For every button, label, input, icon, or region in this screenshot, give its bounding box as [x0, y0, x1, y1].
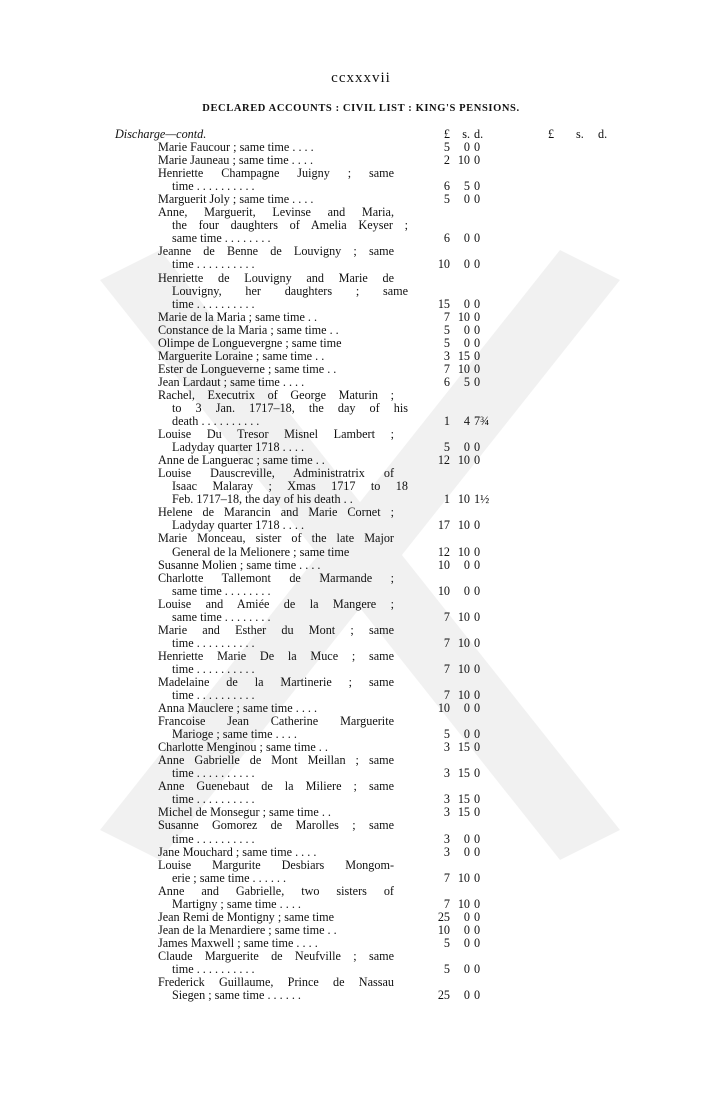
entry-line: [0, 402, 722, 415]
page-number: ccxxxvii: [331, 70, 391, 86]
amount-pence: 0: [474, 870, 481, 885]
amount-pounds: 3: [443, 766, 450, 781]
amount-pence: 1½: [474, 492, 490, 507]
amount-shillings: 0: [463, 962, 470, 976]
entry-name: Anna Mauclere ; same time . . . .: [158, 701, 318, 716]
entry-name: Jean Lardaut ; same time . . . .: [158, 374, 305, 389]
entry-line: [0, 780, 722, 793]
amount-pounds: 3: [443, 740, 450, 755]
entry-line: [0, 728, 722, 741]
amount-shillings: 5: [463, 374, 470, 389]
amount-pounds: 17: [437, 518, 450, 533]
entry-name: Olimpe de Longuevergne ; same time: [158, 335, 342, 350]
amount-shillings: 0: [463, 440, 470, 455]
entry-line: [0, 285, 722, 298]
entry-line: [0, 219, 722, 232]
amount-pence: 0: [474, 740, 481, 755]
amount-pounds: 10: [437, 922, 450, 937]
entry-name: Anne and Gabrielle, two sisters of: [158, 883, 394, 898]
entry-line: [0, 324, 722, 337]
amount-pence: 0: [474, 335, 481, 350]
entry-continuation: Feb. 1717–18, the day of his death . .: [172, 492, 353, 507]
entry-continuation: time . . . . . . . . . .: [172, 792, 255, 807]
amount-shillings: 0: [463, 988, 470, 1003]
entry-name: Henriette Marie De la Muce ; same: [158, 648, 394, 663]
amount-shillings: 5: [463, 179, 470, 194]
amount-shillings: 0: [463, 935, 470, 950]
amount-shillings: 10: [457, 518, 470, 533]
amount-pounds: 12: [437, 544, 450, 559]
entry-name: Ester de Longueverne ; same time . .: [158, 361, 337, 376]
entry-continuation: same time . . . . . . . .: [172, 231, 271, 246]
entry-line: [0, 480, 722, 493]
amount-shillings: 0: [463, 909, 470, 924]
amount-pence: 0: [474, 322, 481, 337]
amount-shillings: 0: [463, 727, 470, 742]
entry-name: Anne, Marguerit, Levinse and Maria,: [158, 205, 394, 220]
entry-rows: [0, 141, 722, 1002]
amount-pounds: 5: [443, 335, 450, 350]
amount-shillings: 10: [457, 688, 470, 703]
amount-shillings: 10: [457, 544, 470, 559]
amount-pence: 0: [474, 153, 481, 168]
amount-shillings: 15: [457, 348, 470, 363]
amount-pounds: 7: [443, 361, 450, 376]
amount-shillings: 10: [457, 492, 470, 507]
entry-line: [0, 859, 722, 872]
amount-pounds: 6: [443, 179, 450, 194]
amount-shillings: 15: [457, 740, 470, 755]
amount-pounds: 5: [443, 192, 450, 207]
entry-name: Marguerit Joly ; same time . . . .: [158, 192, 314, 207]
entry-continuation: to 3 Jan. 1717–18, the day of his: [172, 400, 408, 415]
entry-line: [0, 572, 722, 585]
entry-name: Henriette Champagne Juigny ; same: [158, 166, 394, 181]
amount-pence: 0: [474, 792, 481, 807]
amount-shillings: 10: [457, 361, 470, 376]
entry-line: [0, 663, 722, 676]
entry-line: [0, 141, 722, 154]
pence-total-header: d.: [598, 127, 608, 141]
entry-line: [0, 363, 722, 376]
amount-pounds: 3: [443, 844, 450, 859]
entry-line: [0, 532, 722, 545]
section-heading: DECLARED ACCOUNTS : CIVIL LIST : KING'S PENSIONS.: [202, 103, 520, 114]
amount-pounds: 3: [443, 348, 450, 363]
entry-continuation: Martigny ; same time . . . .: [172, 896, 301, 911]
entry-name: Louise and Amiée de la Mangere ;: [158, 596, 394, 611]
pounds-total-header: £: [548, 127, 555, 141]
amount-pounds: 2: [443, 153, 450, 168]
entry-name: Madelaine de la Martinerie ; same: [158, 674, 394, 689]
amount-pence: 0: [474, 296, 481, 311]
entry-name: Charlotte Menginou ; same time . .: [158, 740, 328, 755]
amount-pounds: 7: [443, 635, 450, 650]
entry-line: [0, 885, 722, 898]
amount-shillings: 10: [457, 309, 470, 324]
entry-name: Anne Guenebaut de la Miliere ; same: [158, 779, 394, 794]
amount-shillings: 15: [457, 766, 470, 781]
entry-name: Charlotte Tallemont de Marmande ;: [158, 570, 394, 585]
entry-line: [0, 793, 722, 806]
amount-pence: 0: [474, 192, 481, 207]
discharge-label: Discharge—contd.: [115, 127, 207, 141]
entry-line: [0, 611, 722, 624]
amount-shillings: 15: [457, 805, 470, 820]
entry-continuation: Isaac Malaray ; Xmas 1717 to 18: [172, 479, 408, 494]
entry-line: [0, 546, 722, 559]
amount-pence: 0: [474, 844, 481, 859]
amount-pence: 7¾: [474, 414, 490, 429]
amount-shillings: 10: [457, 635, 470, 650]
amount-shillings: 0: [463, 583, 470, 598]
entry-name: Louise Margurite Desbiars Mongom-: [158, 857, 394, 872]
entry-name: Susanne Molien ; same time . . . .: [158, 557, 321, 572]
entry-line: [0, 167, 722, 180]
amount-pence: 0: [474, 583, 481, 598]
amount-shillings: 10: [457, 609, 470, 624]
amount-pence: 0: [474, 727, 481, 742]
entry-line: [0, 624, 722, 637]
amount-shillings: 0: [463, 140, 470, 155]
entry-name: Anne de Languerac ; same time . .: [158, 453, 325, 468]
amount-shillings: 0: [463, 335, 470, 350]
amount-pence: 0: [474, 453, 481, 468]
amount-pence: 0: [474, 374, 481, 389]
entry-line: [0, 898, 722, 911]
entry-line: [0, 441, 722, 454]
entry-name: Marguerite Loraine ; same time . .: [158, 348, 325, 363]
amount-pence: 0: [474, 518, 481, 533]
entry-line: [0, 937, 722, 950]
entry-line: [0, 754, 722, 767]
amount-pounds: 1: [443, 414, 450, 429]
amount-shillings: 0: [463, 192, 470, 207]
amount-pence: 0: [474, 688, 481, 703]
amount-shillings: 0: [463, 701, 470, 716]
amount-pounds: 7: [443, 870, 450, 885]
entry-name: Michel de Monsegur ; same time . .: [158, 805, 331, 820]
entry-name: Henriette de Louvigny and Marie de: [158, 270, 394, 285]
amount-pence: 0: [474, 309, 481, 324]
entries-list: [0, 128, 722, 1002]
entry-continuation: the four daughters of Amelia Keyser ;: [172, 218, 408, 233]
entry-name: Jeanne de Benne de Louvigny ; same: [158, 244, 394, 259]
entry-line: [0, 911, 722, 924]
entry-name: Rachel, Executrix of George Maturin ;: [158, 387, 394, 402]
amount-pounds: 7: [443, 609, 450, 624]
entry-continuation: time . . . . . . . . . .: [172, 296, 255, 311]
amount-pence: 0: [474, 962, 481, 976]
amount-shillings: 0: [463, 557, 470, 572]
amount-shillings: 4: [463, 414, 470, 429]
entry-continuation: Ladyday quarter 1718 . . . .: [172, 518, 304, 533]
amount-pence: 0: [474, 922, 481, 937]
entry-continuation: time . . . . . . . . . .: [172, 179, 255, 194]
entry-name: Marie Faucour ; same time . . . .: [158, 140, 314, 155]
amount-pence: 0: [474, 257, 481, 272]
amount-pounds: 7: [443, 688, 450, 703]
entry-name: Frederick Guillaume, Prince de Nassau: [158, 975, 394, 990]
amount-shillings: 10: [457, 870, 470, 885]
entry-name: Marie de la Maria ; same time . .: [158, 309, 318, 324]
amount-pence: 0: [474, 896, 481, 911]
entry-name: Louise Dauscreville, Administratrix of: [158, 466, 394, 481]
entry-line: [0, 376, 722, 389]
amount-pounds: 15: [437, 296, 450, 311]
amount-pence: 0: [474, 348, 481, 363]
entry-line: [0, 180, 722, 193]
entry-continuation: same time . . . . . . . .: [172, 583, 271, 598]
amount-pence: 0: [474, 231, 481, 246]
amount-pounds: 6: [443, 231, 450, 246]
amount-pounds: 3: [443, 792, 450, 807]
entry-line: [0, 559, 722, 572]
entry-continuation: erie ; same time . . . . . .: [172, 870, 287, 885]
amount-pounds: 5: [443, 935, 450, 950]
entry-line: [0, 337, 722, 350]
entry-line: [0, 819, 722, 832]
entry-continuation: Siegen ; same time . . . . . .: [172, 988, 301, 1003]
entry-name: Jean Remi de Montigny ; same time: [158, 909, 335, 924]
entry-continuation: time . . . . . . . . . .: [172, 766, 255, 781]
amount-pounds: 10: [437, 257, 450, 272]
amount-pounds: 1: [443, 492, 450, 507]
amount-pounds: 5: [443, 140, 450, 155]
amount-pence: 0: [474, 935, 481, 950]
entry-line: [0, 924, 722, 937]
entry-line: [0, 258, 722, 271]
entry-line: [0, 298, 722, 311]
amount-shillings: 10: [457, 896, 470, 911]
amount-pounds: 3: [443, 805, 450, 820]
amount-shillings: 0: [463, 831, 470, 846]
entry-name: James Maxwell ; same time . . . .: [158, 935, 318, 950]
amount-pence: 0: [474, 609, 481, 624]
amount-pence: 0: [474, 805, 481, 820]
column-header-row: [0, 128, 722, 141]
amount-pounds: 3: [443, 831, 450, 846]
entry-line: [0, 689, 722, 702]
amount-pence: 0: [474, 440, 481, 455]
amount-shillings: 0: [463, 296, 470, 311]
entry-name: Jane Mouchard ; same time . . . .: [158, 844, 317, 859]
entry-continuation: time . . . . . . . . . .: [172, 257, 255, 272]
amount-pence: 0: [474, 909, 481, 924]
amount-pence: 0: [474, 766, 481, 781]
entry-continuation: time . . . . . . . . . .: [172, 661, 255, 676]
entry-name: Jean de la Menardiere ; same time . .: [158, 922, 337, 937]
shillings-total-header: s.: [576, 127, 584, 141]
amount-pounds: 5: [443, 322, 450, 337]
amount-shillings: 10: [457, 453, 470, 468]
amount-shillings: 0: [463, 257, 470, 272]
amount-shillings: 0: [463, 922, 470, 937]
entry-name: Claude Marguerite de Neufville ; same: [158, 948, 394, 963]
entry-continuation: same time . . . . . . . .: [172, 609, 271, 624]
amount-pounds: 12: [437, 453, 450, 468]
amount-pence: 0: [474, 179, 481, 194]
entry-continuation: death . . . . . . . . . .: [172, 414, 260, 429]
shillings-header: s.: [462, 127, 470, 141]
amount-pence: 0: [474, 988, 481, 1003]
amount-pounds: 7: [443, 661, 450, 676]
entry-continuation: time . . . . . . . . . .: [172, 635, 255, 650]
amount-shillings: 10: [457, 661, 470, 676]
entry-line: [0, 245, 722, 258]
amount-pence: 0: [474, 361, 481, 376]
entry-line: [0, 872, 722, 885]
entry-name: Marie Jauneau ; same time . . . .: [158, 153, 314, 168]
entry-continuation: time . . . . . . . . . .: [172, 962, 255, 976]
entry-line: [0, 428, 722, 441]
amount-shillings: 10: [457, 153, 470, 168]
entry-continuation: Marioge ; same time . . . .: [172, 727, 297, 742]
entry-line: [0, 833, 722, 846]
entry-name: Helene de Marancin and Marie Cornet ;: [158, 505, 394, 520]
amount-pounds: 7: [443, 896, 450, 911]
entry-continuation: Ladyday quarter 1718 . . . .: [172, 440, 304, 455]
amount-shillings: 0: [463, 322, 470, 337]
pounds-header: £: [443, 127, 450, 141]
amount-shillings: 0: [463, 231, 470, 246]
entry-continuation: General de la Melionere ; same time: [172, 544, 350, 559]
amount-pounds: 7: [443, 309, 450, 324]
entry-name: Marie and Esther du Mont ; same: [158, 622, 394, 637]
amount-pence: 0: [474, 557, 481, 572]
amount-pounds: 10: [437, 701, 450, 716]
entry-line: [0, 715, 722, 728]
amount-pence: 0: [474, 140, 481, 155]
entry-name: Louise Du Tresor Misnel Lambert ;: [158, 427, 394, 442]
entry-continuation: time . . . . . . . . . .: [172, 688, 255, 703]
amount-pounds: 5: [443, 962, 450, 976]
entry-line: [0, 950, 722, 963]
pence-header: d.: [474, 127, 484, 141]
entry-line: [0, 350, 722, 363]
entry-line: [0, 506, 722, 519]
entry-line: [0, 585, 722, 598]
entry-name: Susanne Gomorez de Marolles ; same: [158, 818, 394, 833]
amount-pence: 0: [474, 635, 481, 650]
amount-pence: 0: [474, 544, 481, 559]
amount-shillings: 15: [457, 792, 470, 807]
amount-pounds: 5: [443, 727, 450, 742]
entry-line: [0, 311, 722, 324]
entry-line: [0, 976, 722, 989]
entry-name: Marie Monceau, sister of the late Major: [158, 531, 394, 546]
entry-line: [0, 676, 722, 689]
entry-name: Francoise Jean Catherine Marguerite: [158, 714, 394, 729]
entry-continuation: time . . . . . . . . . .: [172, 831, 255, 846]
amount-pence: 0: [474, 701, 481, 716]
entry-line: [0, 637, 722, 650]
entry-line: [0, 846, 722, 859]
amount-pence: 0: [474, 661, 481, 676]
entry-line: [0, 272, 722, 285]
entry-name: Constance de la Maria ; same time . .: [158, 322, 339, 337]
amount-pence: 0: [474, 831, 481, 846]
entry-line: [0, 989, 722, 1002]
entry-line: [0, 598, 722, 611]
entry-line: [0, 650, 722, 663]
amount-pounds: 25: [437, 909, 450, 924]
amount-shillings: 0: [463, 844, 470, 859]
entry-continuation: Louvigny, her daughters ; same: [172, 283, 408, 298]
amount-pounds: 10: [437, 557, 450, 572]
amount-pounds: 25: [437, 988, 450, 1003]
amount-pounds: 6: [443, 374, 450, 389]
amount-pounds: 5: [443, 440, 450, 455]
amount-pounds: 10: [437, 583, 450, 598]
entry-name: Anne Gabrielle de Mont Meillan ; same: [158, 753, 394, 768]
